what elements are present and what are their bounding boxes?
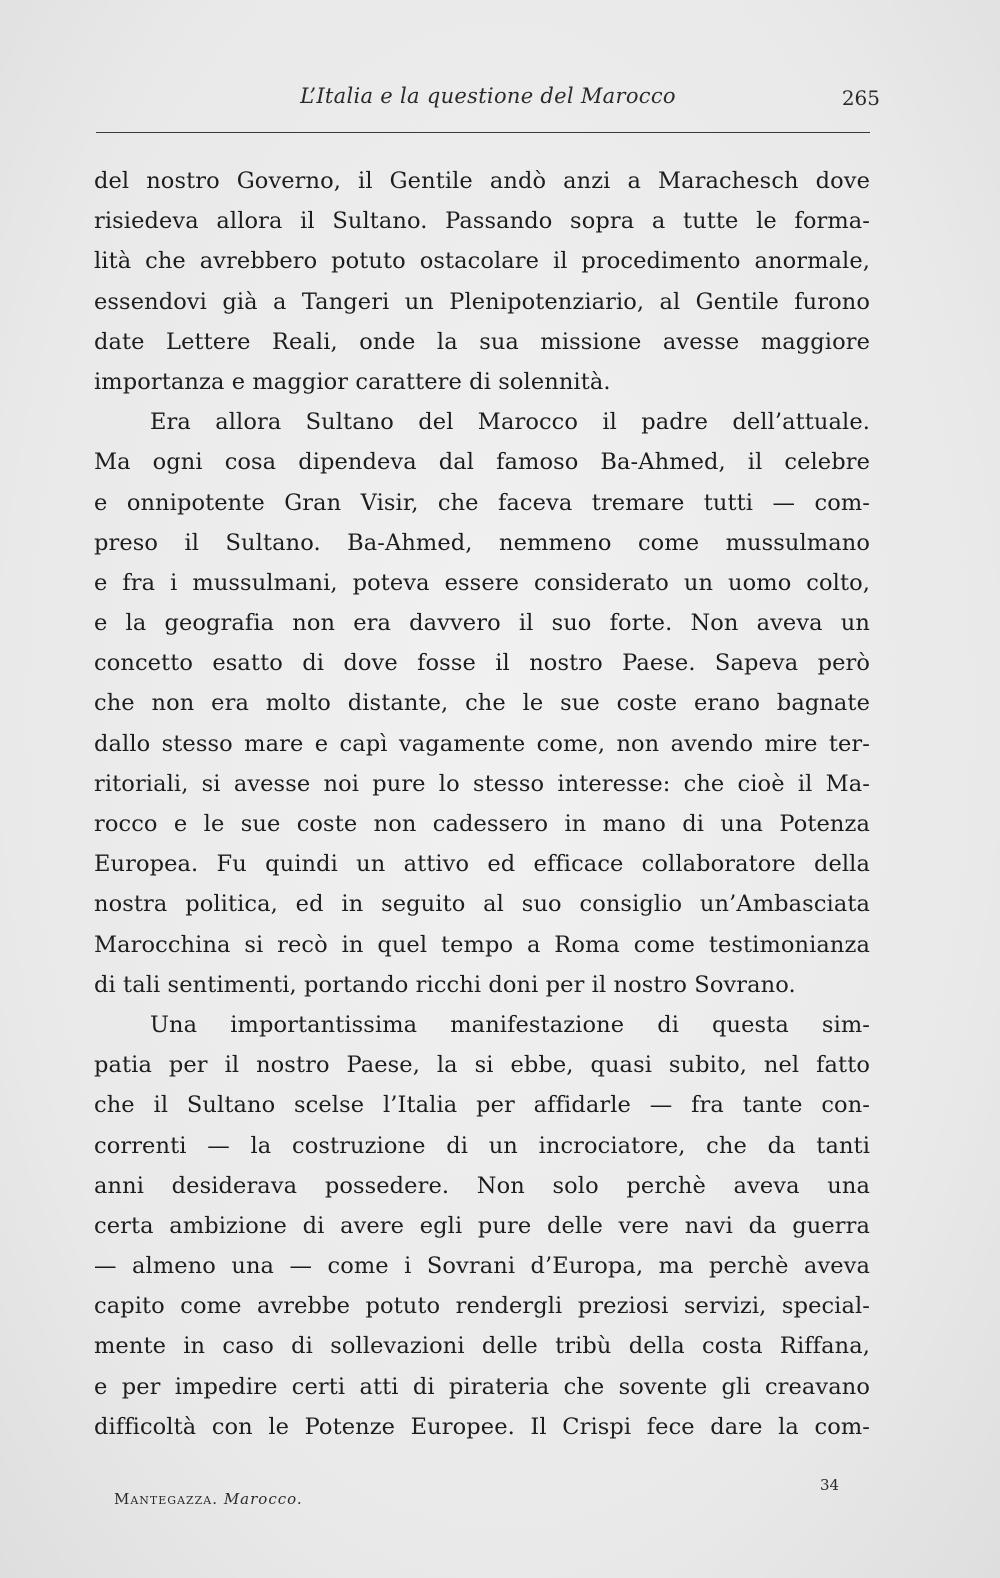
running-head (96, 84, 880, 114)
signature-mark: 34 (820, 1476, 840, 1494)
running-head-title: L’Italia e la questione del Marocco (300, 84, 676, 108)
text-line: e per impedire certi atti di pirateria che sovente gli creavano (94, 1373, 870, 1400)
text-line: nostra politica, ed in seguito al suo consiglio un’Ambasciata (94, 891, 870, 918)
text-line: Era allora Sultano del Marocco il padre dell’attuale. (150, 409, 870, 436)
text-line: rocco e le sue coste non cadessero in mano di una Potenza (94, 811, 870, 837)
text-line: ritoriali, si avesse noi pure lo stesso interesse: che cioè il Ma- (94, 770, 870, 797)
text-line: certa ambizione di avere egli pure delle vere navi da guerra (94, 1212, 870, 1239)
text-line: correnti — la costruzione di un incrociatore, che da tanti (94, 1132, 870, 1159)
text-line: concetto esatto di dove fosse il nostro Paese. Sapeva però (94, 650, 870, 677)
text-line: — almeno una — come i Sovrani d’Europa, ma perchè aveva (94, 1253, 870, 1280)
text-line: essendovi già a Tangeri un Plenipotenziario, al Gentile furono (94, 288, 870, 315)
text-line: Europea. Fu quindi un attivo ed efficace collaboratore della (94, 851, 870, 878)
text-line: lità che avrebbero potuto ostacolare il procedimento anormale, (94, 248, 870, 275)
text-line: date Lettere Reali, onde la sua missione avesse maggiore (94, 328, 870, 355)
text-line: dallo stesso mare e capì vagamente come, non avendo mire ter- (94, 730, 870, 757)
text-line: e onnipotente Gran Visir, che faceva tremare tutti — com- (94, 489, 870, 516)
text-line: che non era molto distante, che le sue coste erano bagnate (94, 690, 870, 717)
text-line: di tali sentimenti, portando ricchi doni per il nostro Sovrano. (94, 971, 796, 998)
page-number: 265 (841, 86, 880, 110)
text-line: e fra i mussulmani, poteva essere considerato un uomo colto, (94, 569, 870, 596)
body-text (94, 161, 870, 1447)
text-line: difficoltà con le Potenze Europee. Il Crispi fece dare la com- (94, 1413, 870, 1440)
text-line: Ma ogni cosa dipendeva dal famoso Ba-Ahmed, il celebre (94, 449, 870, 476)
footer-work-title: Marocco. (223, 1490, 303, 1508)
footer-author: Mantegazza. (114, 1490, 219, 1508)
text-line: importanza e maggior carattere di solennità. (94, 368, 611, 395)
text-line: capito come avrebbe potuto rendergli preziosi servizi, special- (94, 1293, 870, 1320)
footer-signature-line (114, 1490, 303, 1508)
text-line: che il Sultano scelse l’Italia per affidarle — fra tante con- (94, 1092, 870, 1119)
text-line: del nostro Governo, il Gentile andò anzi a Marachesch dove (94, 168, 870, 194)
text-line: e la geografia non era davvero il suo forte. Non aveva un (94, 610, 870, 637)
text-line: anni desiderava possedere. Non solo perchè aveva una (94, 1172, 870, 1199)
text-line: risiedeva allora il Sultano. Passando sopra a tutte le forma- (94, 208, 870, 235)
header-rule (96, 132, 870, 133)
text-line: mente in caso di sollevazioni delle tribù della costa Riffana, (94, 1333, 870, 1360)
text-line: Una importantissima manifestazione di questa sim- (150, 1011, 870, 1038)
text-line: Marocchina si recò in quel tempo a Roma come testimonianza (94, 931, 870, 958)
text-line: patia per il nostro Paese, la si ebbe, quasi subito, nel fatto (94, 1052, 870, 1079)
text-line: preso il Sultano. Ba-Ahmed, nemmeno come mussulmano (94, 529, 870, 556)
